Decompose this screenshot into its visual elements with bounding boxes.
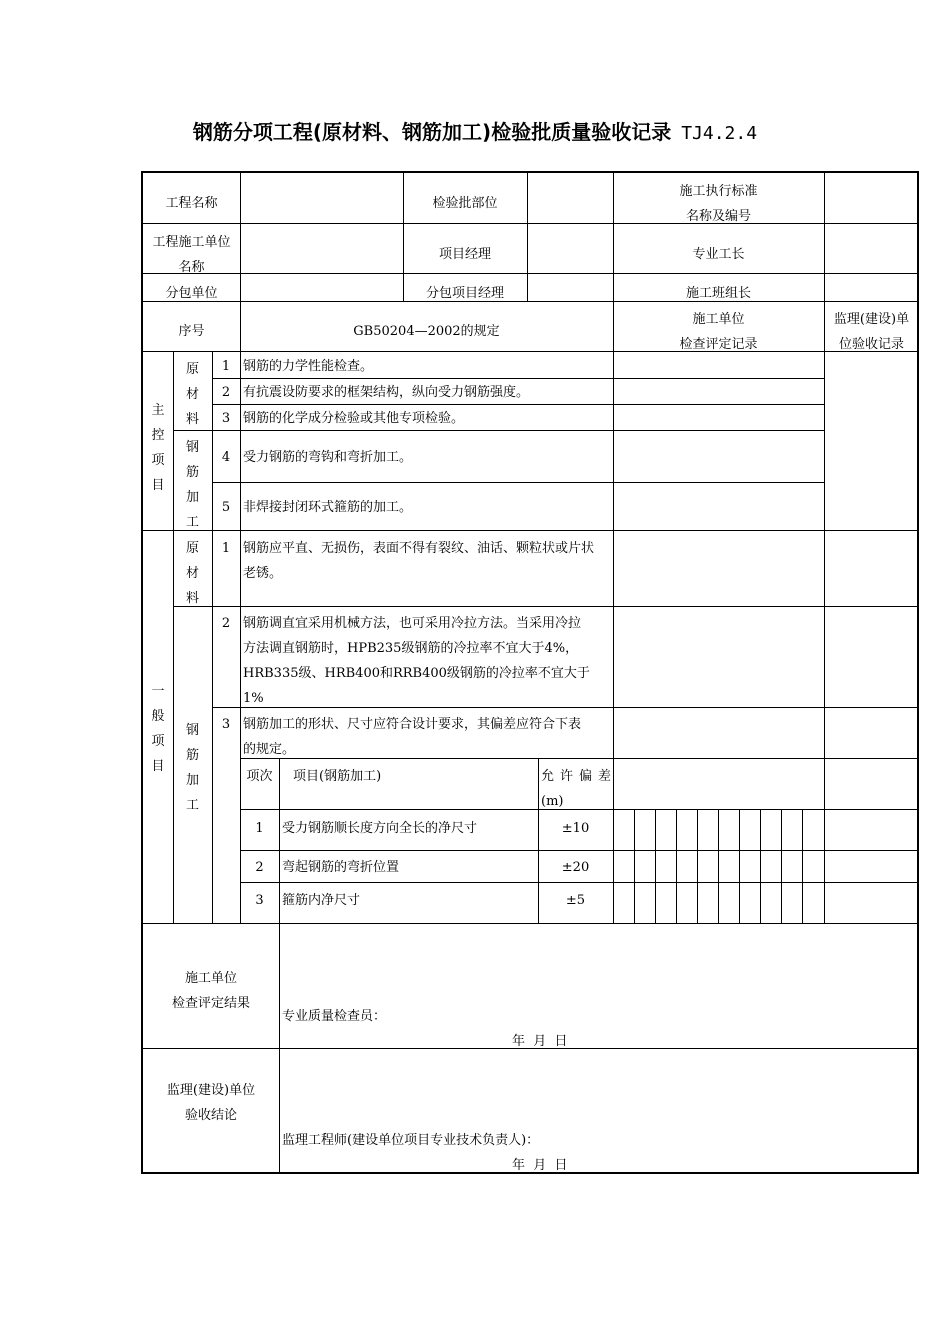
- tolerance-row-value: ±10: [561, 821, 590, 836]
- supervisor-conclusion-label: 监理(建设)单位: [166, 1083, 256, 1098]
- sub-project-manager-label: 分包项目经理: [425, 286, 504, 301]
- item-no: 3: [221, 411, 231, 426]
- inspection-record-form: [141, 171, 919, 1174]
- supervisor-conclusion-label-2: 验收结论: [184, 1108, 237, 1123]
- contractor-result-label-2: 检查评定结果: [171, 996, 250, 1011]
- tolerance-col-tol-unit: (m): [541, 794, 564, 809]
- supervisor-header-2: 位验收记录: [838, 337, 904, 352]
- form-title: 钢筋分项工程(原材料、钢筋加工)检验批质量验收记录: [192, 120, 672, 144]
- item-text-line: 1%: [243, 691, 264, 706]
- project-name-label: 工程名称: [165, 196, 218, 211]
- item-text-line: HRB335级、HRB400和RRB400级钢筋的冷拉率不宜大于: [243, 666, 590, 681]
- contractor-label-2: 名称: [178, 260, 205, 275]
- item-text: 受力钢筋的弯钩和弯折加工。: [243, 450, 413, 465]
- specialist-foreman-label: 专业工长: [692, 247, 745, 262]
- contractor-label: 工程施工单位: [152, 235, 231, 250]
- tolerance-col-tol-header: 允 许 偏 差: [541, 769, 611, 784]
- engineer-label: 监理工程师(建设单位项目专业技术负责人)：: [282, 1133, 540, 1148]
- tally-divider: [781, 809, 782, 923]
- contractor-check-header-2: 检查评定记录: [679, 337, 758, 352]
- date-line: 年 月 日: [512, 1158, 568, 1173]
- tolerance-row-item: 箍筋内净尺寸: [282, 893, 361, 908]
- row-divider: [212, 707, 919, 708]
- row-divider: [240, 758, 919, 759]
- row-divider: [240, 809, 919, 810]
- rebar-processing-label: 钢 筋 加 工: [185, 723, 199, 813]
- raw-material-label: 原 材 料: [185, 362, 199, 427]
- raw-material-label: 原 材 料: [185, 541, 199, 606]
- standard-label: 施工执行标准: [679, 184, 758, 199]
- rebar-processing-label: 钢 筋 加 工: [185, 440, 199, 530]
- col-divider: [279, 758, 280, 923]
- tolerance-row-no: 1: [255, 821, 264, 836]
- item-text-line: 钢筋应平直、无损伤，表面不得有裂纹、油话、颗粒状或片状: [243, 541, 595, 556]
- item-no: 3: [221, 717, 231, 732]
- tally-divider: [676, 809, 677, 923]
- subcontractor-label: 分包单位: [165, 286, 218, 301]
- item-text-line: 方法调直钢筋时，HPB235级钢筋的冷拉率不宜大于4%，: [243, 641, 579, 656]
- item-no: 4: [221, 450, 231, 465]
- tolerance-col-item-header: 项目(钢筋加工): [293, 769, 382, 784]
- tally-divider: [739, 809, 740, 923]
- contractor-result-label: 施工单位: [184, 971, 237, 986]
- item-text-line: 钢筋调直宜采用机械方法，也可采用冷拉方法。当采用冷拉: [243, 616, 582, 631]
- item-no: 1: [221, 359, 231, 374]
- item-text: 有抗震设防要求的框架结构，纵向受力钢筋强度。: [243, 385, 530, 400]
- tally-divider: [718, 809, 719, 923]
- tally-divider: [697, 809, 698, 923]
- col-divider: [279, 923, 280, 1174]
- spec-header: GB50204—2002的规定: [353, 324, 500, 339]
- tally-divider: [634, 809, 635, 923]
- tolerance-row-item: 弯起钢筋的弯折位置: [282, 860, 400, 875]
- main-control-label: 主 控 项 目: [151, 403, 165, 493]
- item-no: 1: [221, 541, 231, 556]
- tolerance-row-value: ±20: [561, 860, 590, 875]
- col-divider: [824, 530, 825, 923]
- standard-label-2: 名称及编号: [685, 209, 751, 224]
- item-text: 非焊接封闭环式箍筋的加工。: [243, 500, 413, 515]
- inspector-label: 专业质量检查员：: [282, 1009, 387, 1024]
- team-leader-label: 施工班组长: [685, 286, 751, 301]
- tolerance-row-item: 受力钢筋顺长度方向全长的净尺寸: [282, 821, 478, 836]
- inspection-part-label: 检验批部位: [432, 196, 498, 211]
- tolerance-col-no-header: 项次: [246, 769, 273, 784]
- project-manager-label: 项目经理: [438, 247, 491, 262]
- item-text-line: 老锈。: [243, 566, 283, 581]
- row-divider: [173, 606, 919, 607]
- item-text-line: 钢筋加工的形状、尺寸应符合设计要求，其偏差应符合下表: [243, 717, 582, 732]
- page-title: [0, 116, 950, 145]
- contractor-check-header: 施工单位: [692, 312, 745, 327]
- seq-header: 序号: [178, 324, 205, 339]
- row-divider: [143, 273, 919, 274]
- col-divider: [212, 351, 213, 923]
- supervisor-header: 监理(建设)单: [833, 312, 910, 327]
- date-line: 年 月 日: [512, 1034, 568, 1049]
- row-divider: [240, 850, 919, 851]
- tolerance-row-no: 3: [255, 893, 264, 908]
- item-text: 钢筋的化学成分检验或其他专项检验。: [243, 411, 465, 426]
- tolerance-row-value: ±5: [565, 893, 586, 908]
- item-text-line: 的规定。: [243, 742, 296, 757]
- item-text: 钢筋的力学性能检查。: [243, 359, 374, 374]
- tally-divider: [655, 809, 656, 923]
- tally-divider: [802, 809, 803, 923]
- section-divider: [143, 530, 919, 531]
- row-divider: [212, 482, 824, 483]
- item-no: 2: [221, 616, 231, 631]
- row-divider: [240, 882, 919, 883]
- tally-divider: [760, 809, 761, 923]
- section-divider: [143, 923, 919, 924]
- general-items-label: 一 般 项 目: [151, 684, 165, 774]
- col-divider: [613, 351, 614, 923]
- item-no: 5: [221, 500, 231, 515]
- form-code: TJ4.2.4: [681, 123, 758, 144]
- tolerance-row-no: 2: [255, 860, 264, 875]
- item-no: 2: [221, 385, 231, 400]
- col-divider: [527, 173, 528, 301]
